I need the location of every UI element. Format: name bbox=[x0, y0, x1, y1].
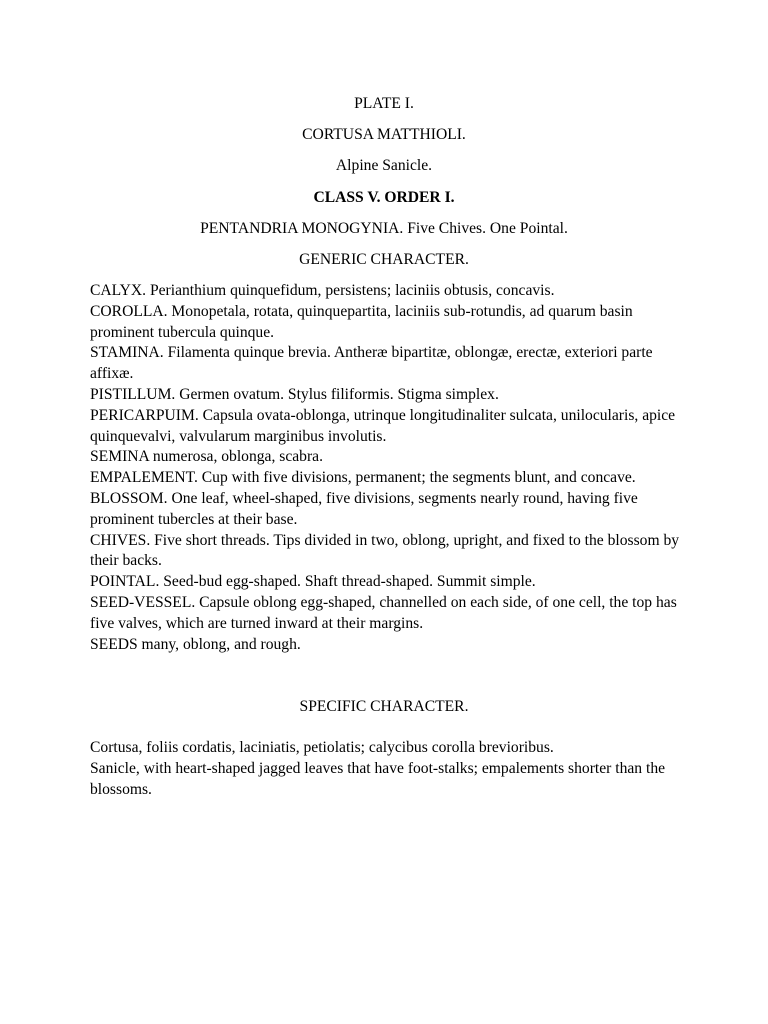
plate-title: PLATE I. bbox=[354, 95, 414, 112]
genus-title: CORTUSA MATTHIOLI. bbox=[302, 126, 466, 143]
generic-character-paragraph: COROLLA. Monopetala, rotata, quinquepartita, laciniis sub-rotundis, ad quarum basin prominent tubercula quinque. bbox=[90, 302, 633, 341]
generic-character-paragraph: PISTILLUM. Germen ovatum. Stylus filiformis. Stigma simplex. bbox=[90, 385, 499, 403]
generic-character-paragraph: PERICARPUIM. Capsula ovata-oblonga, utrinque longitudinaliter sulcata, unilocularis, apice quinquevalvi, valvularum marginibus involutis. bbox=[90, 406, 676, 445]
generic-character-paragraph: SEEDS many, oblong, and rough. bbox=[90, 635, 301, 653]
specific-character-heading: SPECIFIC CHARACTER. bbox=[299, 698, 469, 715]
specific-character-section bbox=[90, 738, 690, 800]
generic-character-section bbox=[90, 281, 690, 655]
specific-character-paragraph: Sanicle, with heart-shaped jagged leaves that have foot-stalks; empalements shorter than the blossoms. bbox=[90, 759, 666, 798]
generic-character-paragraph: BLOSSOM. One leaf, wheel-shaped, five divisions, segments nearly round, having five prominent tubercles at their base. bbox=[90, 489, 638, 528]
generic-character-paragraph: CHIVES. Five short threads. Tips divided in two, oblong, upright, and fixed to the blossom by their backs. bbox=[90, 531, 680, 570]
generic-character-heading: GENERIC CHARACTER. bbox=[299, 251, 469, 268]
common-name: Alpine Sanicle. bbox=[335, 157, 433, 174]
generic-character-paragraph: EMPALEMENT. Cup with five divisions, permanent; the segments blunt, and concave. bbox=[90, 469, 636, 487]
specific-character-paragraph: Cortusa, foliis cordatis, laciniatis, petiolatis; calycibus corolla brevioribus. bbox=[90, 739, 554, 756]
generic-character-paragraph: SEMINA numerosa, oblonga, scabra. bbox=[90, 448, 323, 466]
class-order-heading: CLASS V. ORDER I. bbox=[313, 189, 455, 206]
generic-character-paragraph: CALYX. Perianthium quinquefidum, persistens; laciniis obtusis, concavis. bbox=[90, 282, 555, 299]
classification-line: PENTANDRIA MONOGYNIA. Five Chives. One Pointal. bbox=[200, 220, 568, 237]
generic-character-paragraph: SEED-VESSEL. Capsule oblong egg-shaped, channelled on each side, of one cell, the top has five valves, which are turned inward at their margins. bbox=[90, 593, 677, 632]
generic-character-paragraph: STAMINA. Filamenta quinque brevia. Antheræ bipartitæ, oblongæ, erectæ, exteriori parte affixæ. bbox=[90, 344, 653, 383]
generic-character-paragraph: POINTAL. Seed-bud egg-shaped. Shaft thread-shaped. Summit simple. bbox=[90, 573, 536, 591]
